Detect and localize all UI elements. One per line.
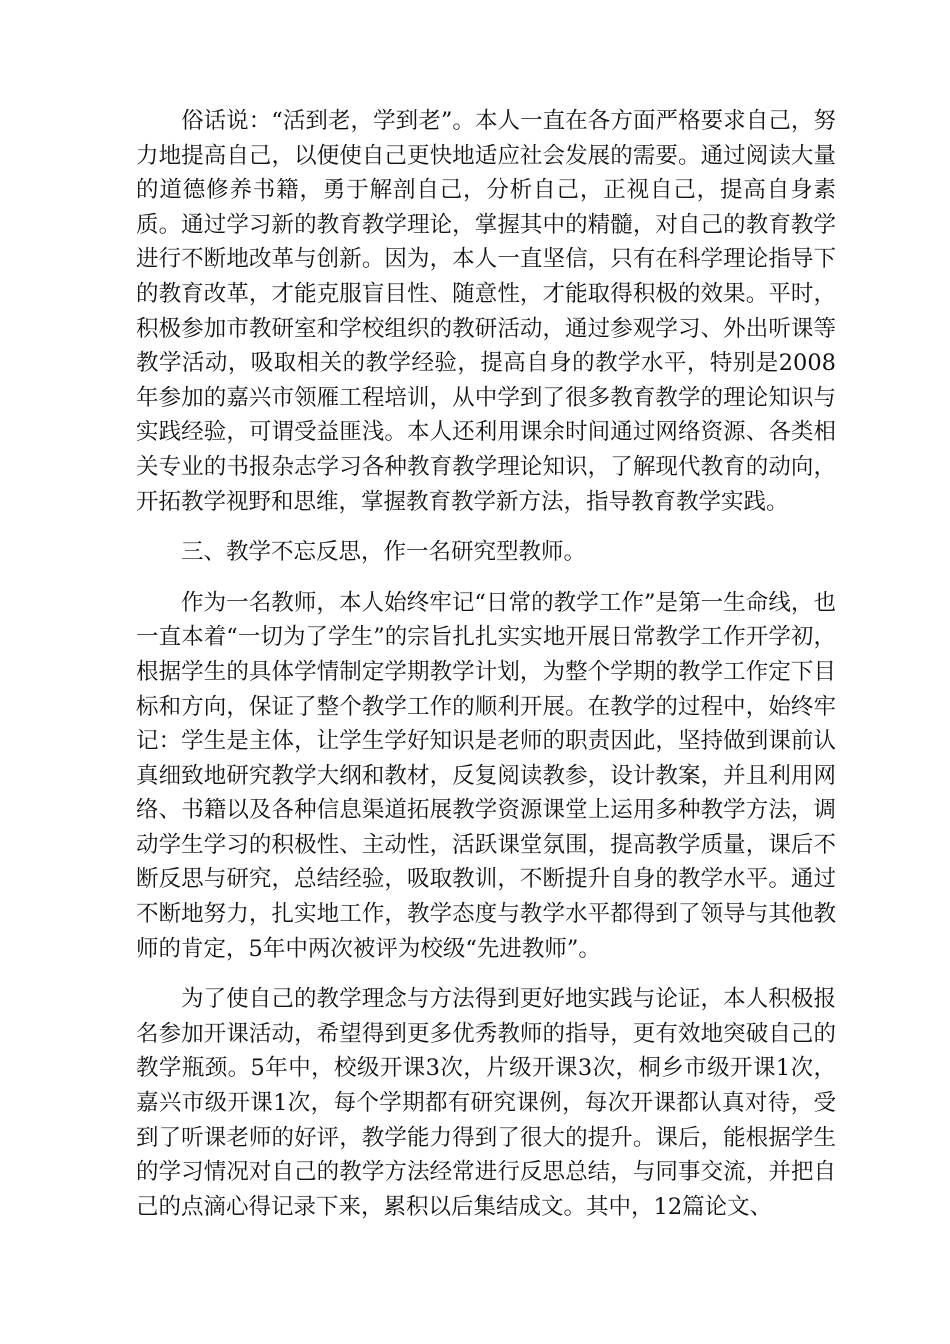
document-body <box>136 104 836 1224</box>
paragraph-daily-teaching: 作为一名教师，本人始终牢记“日常的教学工作”是第一生命线，也一直本着“一切为了学生”的宗旨扎扎实实地开展日常教学工作开学初，根据学生的具体学情制定学期教学计划，为整个学期的教学工作定下目标和方向，保证了整个教学工作的顺利开展。在教学的过程中，始终牢记：学生是主体，让学生学好知识是老师的职责因此，坚持做到课前认真细致地研究教学大纲和教材，反复阅读教参，设计教案，并且利用网络、书籍以及各种信息渠道拓展教学资源课堂上运用多种教学方法，调动学生学习的积极性、主动性，活跃课堂氛围，提高教学质量，课后不断反思与研究，总结经验，吸取教训，不断提升自身的教学水平。通过不断地努力，扎实地工作，教学态度与教学水平都得到了领导与其他教师的肯定，5年中两次被评为校级“先进教师”。 <box>136 589 836 962</box>
paragraph-lifelong-learning: 俗话说：“活到老，学到老”。本人一直在各方面严格要求自己，努力地提高自己，以便使自己更快地适应社会发展的需要。通过阅读大量的道德修养书籍，勇于解剖自己，分析自己，正视自己，提高自身素质。通过学习新的教育教学理论，掌握其中的精髓，对自己的教育教学进行不断地改革与创新。因为，本人一直坚信，只有在科学理论指导下的教育改革，才能克服盲目性、随意性，才能取得积极的效果。平时，积极参加市教研室和学校组织的教研活动，通过参观学习、外出听课等教学活动，吸取相关的教学经验，提高自身的教学水平，特别是2008年参加的嘉兴市领雁工程培训，从中学到了很多教育教学的理论知识与实践经验，可谓受益匪浅。本人还利用课余时间通过网络资源、各类相关专业的书报杂志学习各种教育教学理论知识，了解现代教育的动向，开拓教学视野和思维，掌握教育教学新方法，指导教育教学实践。 <box>136 108 836 515</box>
section-heading-reflection: 三、教学不忘反思，作一名研究型教师。 <box>181 539 587 566</box>
paragraph-open-classes: 为了使自己的教学理念与方法得到更好地实践与论证，本人积极报名参加开课活动，希望得到更多优秀教师的指导，更有效地突破自己的教学瓶颈。5年中，校级开课3次，片级开课3次，桐乡市级开课1次，嘉兴市级开课1次，每个学期都有研究课例，每次开课都认真对待，受到了听课老师的好评，教学能力得到了很大的提升。课后，能根据学生的学习情况对自己的教学方法经常进行反思总结，与同事交流，并把自己的点滴心得记录下来，累积以后集结成文。其中，12篇论文、 <box>136 986 836 1220</box>
